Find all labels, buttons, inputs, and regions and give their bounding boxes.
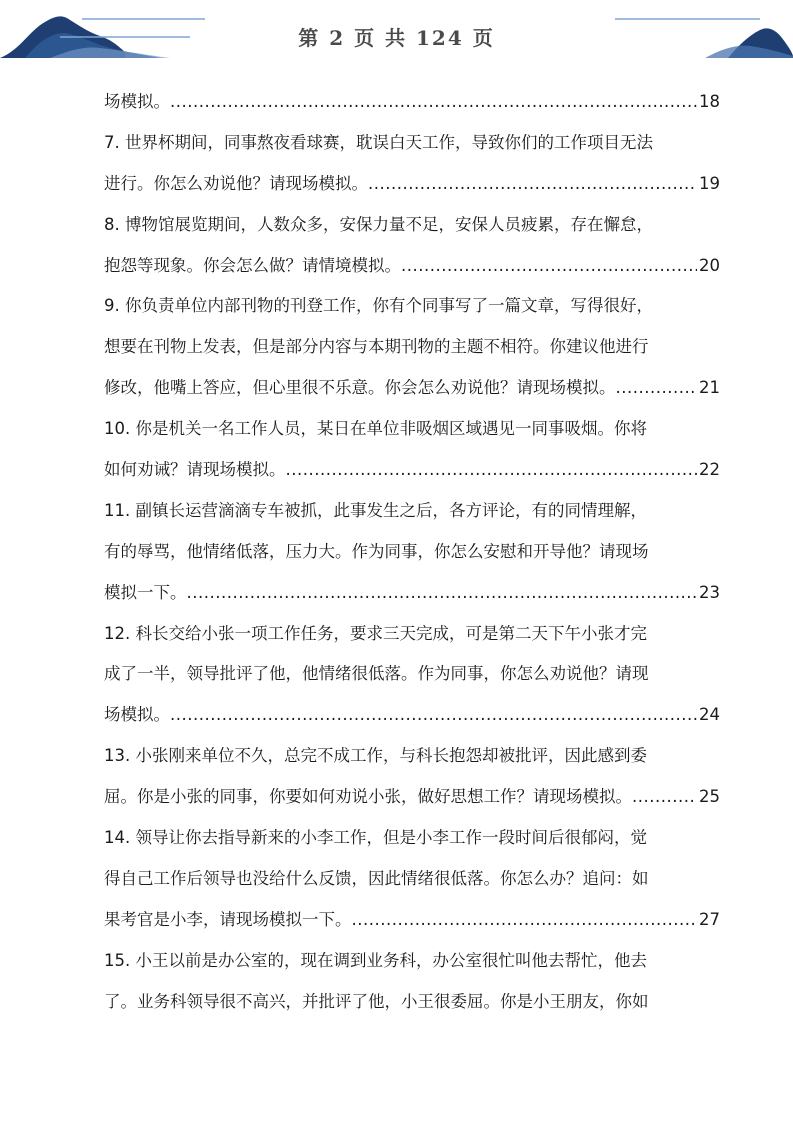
toc-entry[interactable]	[104, 409, 720, 491]
toc-entry-text-line: 了。业务科领导很不高兴，并批评了他，小王很委屈。你是小王朋友，你如	[104, 991, 649, 1011]
toc-entry[interactable]	[104, 82, 720, 123]
toc-entry-text-line: 抱怨等现象。你会怎么做？请情境模拟。	[104, 255, 401, 275]
toc-entry-text-line: 11. 副镇长运营滴滴专车被抓，此事发生之后，各方评论，有的同情理解，	[104, 500, 647, 520]
toc-entry-text-line: 模拟一下。	[104, 582, 187, 602]
toc-page-number: 19	[699, 173, 720, 193]
toc-entry-text-line: 8. 博物馆展览期间，人数众多，安保力量不足，安保人员疲累，存在懈怠，	[104, 214, 653, 234]
toc-entry-text-line: 10. 你是机关一名工作人员，某日在单位非吸烟区域遇见一同事吸烟。你将	[104, 419, 647, 439]
toc-leader-dots	[170, 695, 697, 736]
toc-entry-text-line: 如何劝诫？请现场模拟。	[104, 460, 286, 480]
toc-leader-dots	[368, 164, 697, 205]
toc-entry-text-line: 屈。你是小张的同事，你要如何劝说小张，做好思想工作？请现场模拟。	[104, 787, 632, 807]
toc-entry-text-line: 13. 小张刚来单位不久，总完不成工作，与科长抱怨却被批评，因此感到委	[104, 746, 647, 766]
toc-entry-text-line: 得自己工作后领导也没给什么反馈，因此情绪很低落。你怎么办？追问：如	[104, 868, 649, 888]
toc-entry-text-line: 场模拟。	[104, 92, 170, 111]
table-of-contents	[104, 82, 720, 1022]
toc-entry-final-line	[104, 246, 720, 287]
toc-page-number: 18	[699, 92, 720, 111]
toc-page-number: 23	[699, 582, 720, 602]
toc-entry-final-line	[104, 450, 720, 491]
toc-entry-text-line: 修改，他嘴上答应，但心里很不乐意。你会怎么劝说他？请现场模拟。	[104, 378, 616, 398]
toc-entry-text-line: 果考官是小李，请现场模拟一下。	[104, 909, 352, 929]
toc-entry-final-line	[104, 164, 720, 205]
toc-entry[interactable]	[104, 205, 720, 287]
toc-leader-dots	[187, 573, 698, 614]
toc-entry-text-line: 进行。你怎么劝说他？请现场模拟。	[104, 173, 368, 193]
toc-entry[interactable]	[104, 736, 720, 818]
toc-entry[interactable]	[104, 614, 720, 737]
toc-entry-text-line: 成了一半，领导批评了他，他情绪很低落。作为同事，你怎么劝说他？请现	[104, 664, 649, 684]
page-number-label: 第 2 页 共 124 页	[298, 26, 495, 50]
toc-page-number: 24	[699, 705, 720, 725]
toc-entry-text-line: 9. 你负责单位内部刊物的刊登工作，你有个同事写了一篇文章，写得很好，	[104, 296, 653, 316]
toc-page-number: 21	[699, 378, 720, 398]
toc-entry-final-line	[104, 777, 720, 818]
toc-entry[interactable]	[104, 818, 720, 941]
toc-entry-final-line	[104, 368, 720, 409]
toc-entry-final-line	[104, 82, 720, 123]
toc-entry-text-line: 12. 科长交给小张一项工作任务，要求三天完成，可是第二天下午小张才完	[104, 623, 647, 643]
toc-page-number: 27	[699, 909, 720, 929]
page-header	[0, 0, 793, 70]
toc-entry-text-line: 场模拟。	[104, 705, 170, 725]
toc-page-number: 22	[699, 460, 720, 480]
toc-leader-dots	[286, 450, 698, 491]
toc-page-number: 20	[699, 255, 720, 275]
toc-leader-dots	[632, 777, 697, 818]
toc-entry-text-line: 7. 世界杯期间，同事熬夜看球赛，耽误白天工作，导致你们的工作项目无法	[104, 132, 653, 152]
toc-entry-final-line	[104, 695, 720, 736]
toc-entry-final-line	[104, 900, 720, 941]
toc-leader-dots	[170, 82, 697, 123]
toc-entry[interactable]	[104, 123, 720, 205]
toc-entry-text-line: 14. 领导让你去指导新来的小李工作，但是小李工作一段时间后很郁闷，觉	[104, 828, 647, 848]
toc-leader-dots	[401, 246, 697, 287]
toc-entry-final-line	[104, 573, 720, 614]
toc-entry-text-line: 有的辱骂，他情绪低落，压力大。作为同事，你怎么安慰和开导他？请现场	[104, 541, 649, 561]
toc-entry[interactable]	[104, 941, 720, 1023]
toc-leader-dots	[352, 900, 698, 941]
toc-entry-text-line: 15. 小王以前是办公室的，现在调到业务科，办公室很忙叫他去帮忙，他去	[104, 950, 647, 970]
toc-entry[interactable]	[104, 286, 720, 409]
toc-leader-dots	[616, 368, 698, 409]
toc-page-number: 25	[699, 787, 720, 807]
toc-entry[interactable]	[104, 491, 720, 614]
toc-entry-text-line: 想要在刊物上发表，但是部分内容与本期刊物的主题不相符。你建议他进行	[104, 337, 649, 357]
